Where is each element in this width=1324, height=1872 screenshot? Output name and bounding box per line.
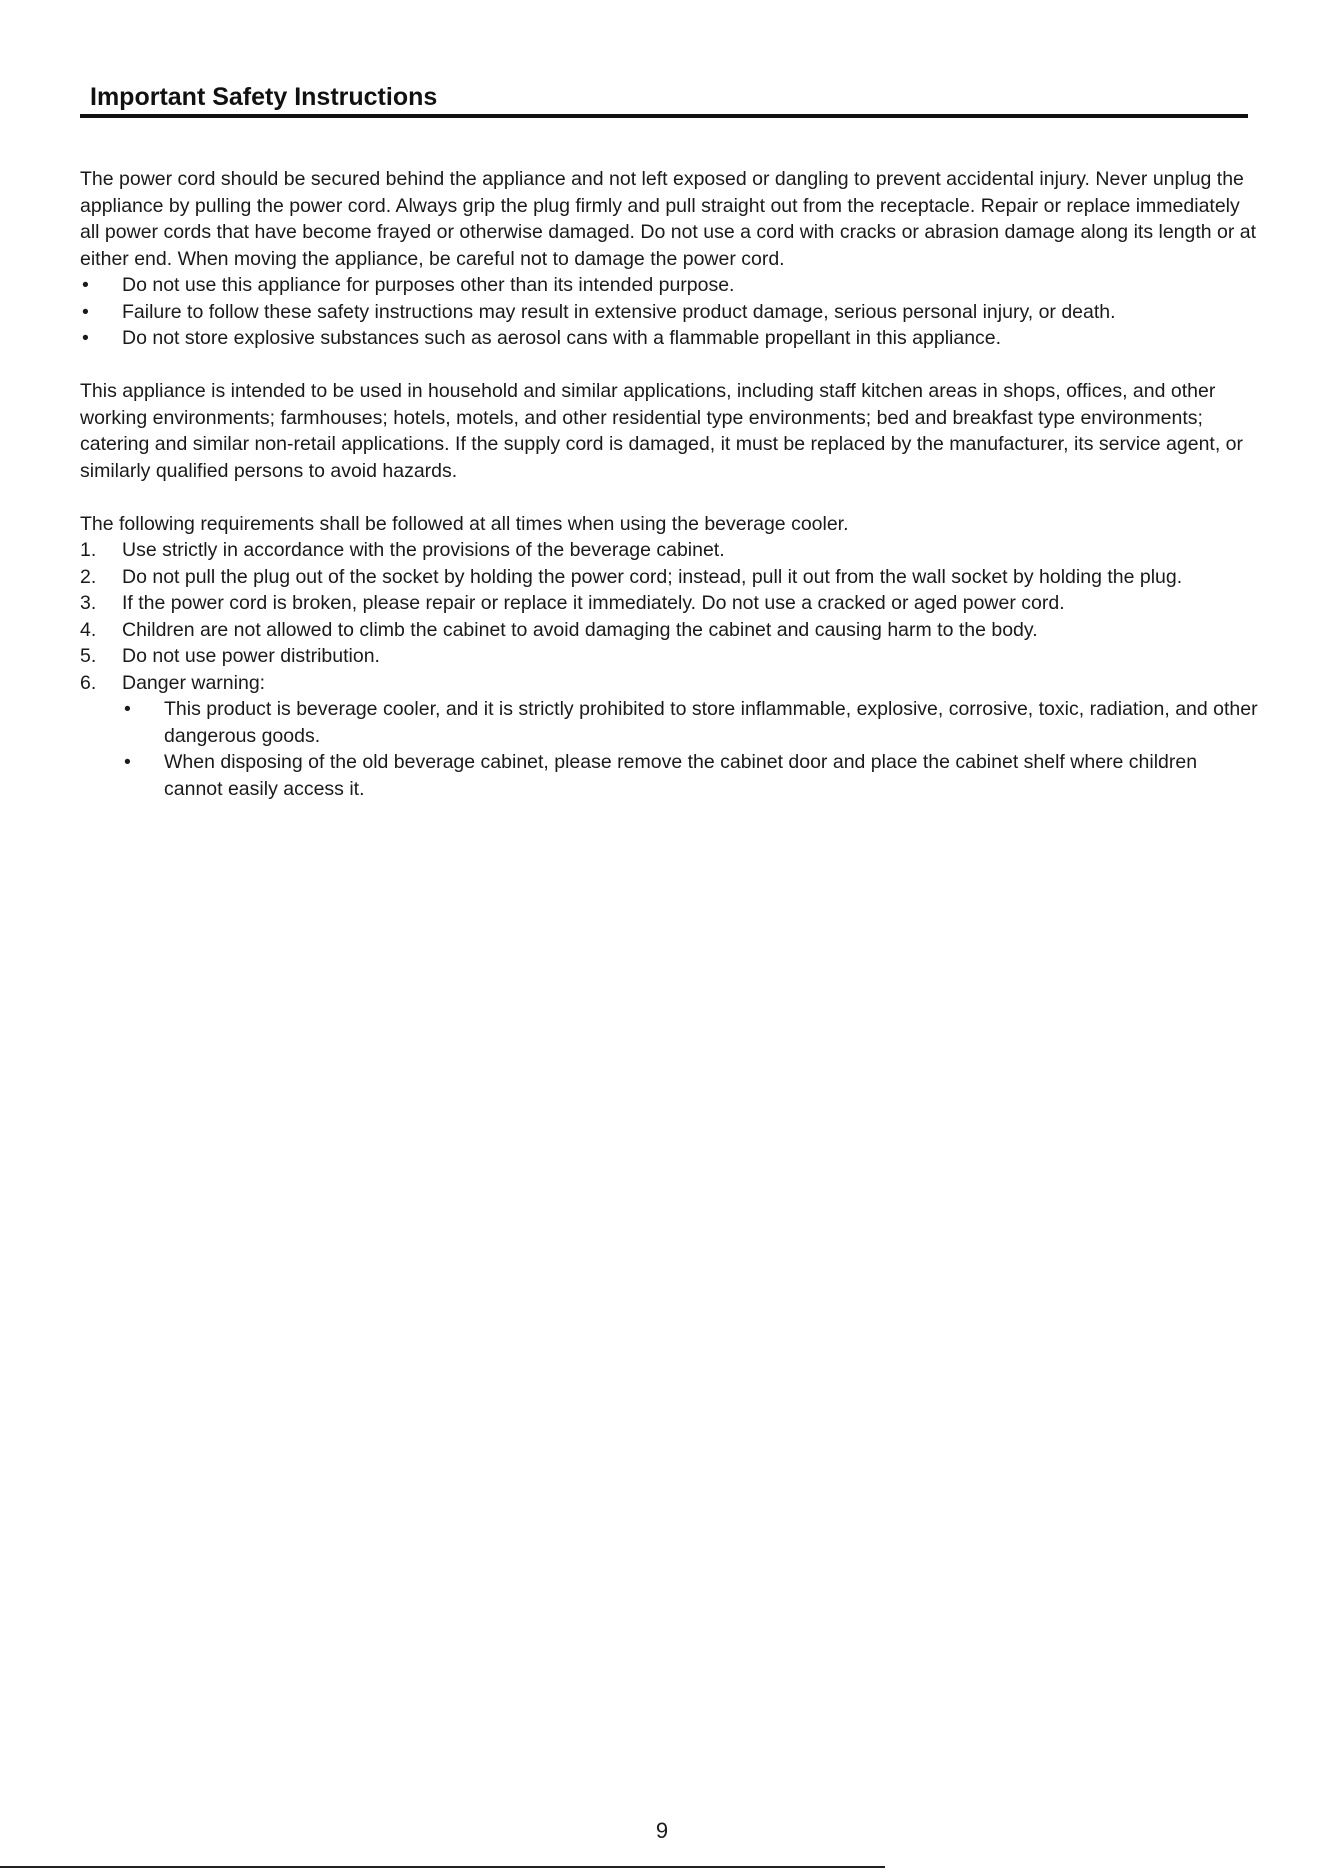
bullet-item — [80, 325, 1260, 352]
bottom-rule — [0, 1866, 885, 1868]
danger-warning-sublist — [122, 696, 1260, 802]
item-number: 2. — [80, 565, 97, 588]
bullet-marker: • — [124, 698, 131, 720]
intended-use-paragraph: This appliance is intended to be used in household and similar applications, including staff kitchen areas in shops, offices, and other working environments; farmhouses; hotels, motels, and other residential type environments; bed and breakfast type environments; catering and similar non-retail applications. If the supply cord is damaged, it must be replaced by the manufacturer, its service agent, or similarly qualified persons to avoid hazards. — [80, 380, 1244, 482]
numbered-item — [80, 590, 1260, 617]
sub-bullet-text: When disposing of the old beverage cabinet, please remove the cabinet door and place the cabinet shelf where children cannot easily access it. — [164, 751, 1198, 800]
paragraph-spacer — [80, 352, 1260, 379]
bullet-text: Failure to follow these safety instructions may result in extensive product damage, serious personal injury, or death. — [122, 300, 1116, 323]
bullet-text: Do not use this appliance for purposes other than its intended purpose. — [122, 274, 735, 296]
bullet-marker: • — [124, 751, 131, 773]
paragraph-spacer — [80, 484, 1260, 511]
item-number: 3. — [80, 592, 97, 614]
bullet-marker: • — [82, 274, 89, 296]
item-text: Children are not allowed to climb the cabinet to avoid damaging the cabinet and causing harm to the body. — [122, 618, 1038, 641]
item-text: If the power cord is broken, please repair or replace it immediately. Do not use a cracked or aged power cord. — [122, 592, 1065, 614]
sub-bullet-item — [122, 749, 1260, 802]
item-number: 6. — [80, 671, 97, 694]
requirements-numbered-list — [80, 537, 1260, 802]
power-cord-paragraph: The power cord should be secured behind the appliance and not left exposed or dangling to prevent accidental injury. Never unplug the appliance by pulling the power cord. Always grip the plug firmly and pull straight out from the receptacle. Repair or replace immediately all power cords that have become frayed or otherwise damaged. Do not use a cord with cracks or abrasion damage along its length or at either end. When moving the appliance, be careful not to damage the power cord. — [80, 168, 1257, 270]
bullet-marker: • — [82, 327, 89, 349]
item-text: Do not pull the plug out of the socket by holding the power cord; instead, pull it out from the wall socket by holding the plug. — [122, 565, 1183, 588]
item-number: 1. — [80, 539, 97, 561]
numbered-item — [80, 670, 1260, 803]
item-number: 4. — [80, 618, 97, 641]
numbered-item — [80, 564, 1260, 591]
bullet-text: Do not store explosive substances such as aerosol cans with a flammable propellant in this appliance. — [122, 327, 1002, 349]
sub-bullet-item — [122, 696, 1260, 749]
bullet-item — [80, 272, 1260, 299]
numbered-item — [80, 643, 1260, 670]
numbered-item — [80, 617, 1260, 644]
item-text: Use strictly in accordance with the provisions of the beverage cabinet. — [122, 539, 725, 561]
item-text: Do not use power distribution. — [122, 645, 380, 667]
safety-bullet-list — [80, 272, 1260, 352]
page-heading: Important Safety Instructions — [90, 83, 438, 111]
page-number: 9 — [655, 1818, 669, 1843]
bullet-item — [80, 299, 1260, 326]
item-text: Danger warning: — [122, 671, 266, 694]
item-number: 5. — [80, 645, 97, 667]
bullet-marker: • — [82, 300, 89, 323]
requirements-intro: The following requirements shall be followed at all times when using the beverage cooler. — [80, 512, 849, 535]
numbered-item — [80, 537, 1260, 564]
heading-block — [80, 82, 1248, 118]
sub-bullet-text: This product is beverage cooler, and it is strictly prohibited to store inflammable, explosive, corrosive, toxic, radiation, and other dangerous goods. — [164, 698, 1258, 747]
document-content — [80, 166, 1260, 802]
